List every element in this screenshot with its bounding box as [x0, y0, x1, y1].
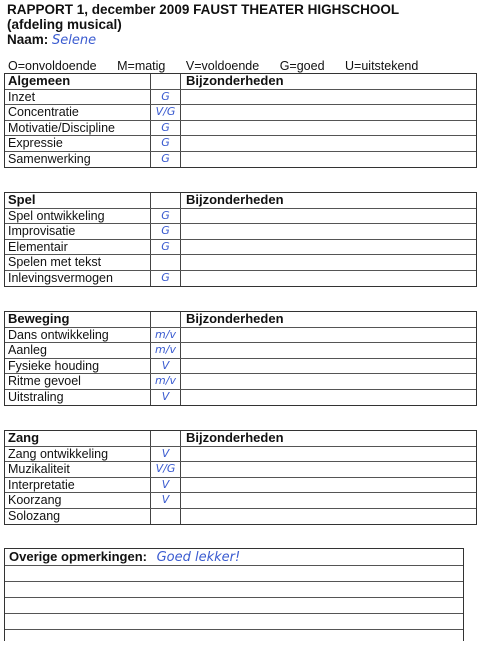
criterion-label: Dans ontwikkeling — [8, 327, 109, 342]
criterion-label: Samenwerking — [8, 151, 91, 166]
notes-cell — [180, 224, 476, 239]
table-row — [5, 208, 476, 224]
notes-cell — [180, 374, 476, 389]
section-spel — [4, 192, 477, 287]
criterion-label: Spel ontwikkeling — [8, 208, 105, 223]
notes-cell — [180, 105, 476, 120]
criterion-label: Koorzang — [8, 493, 62, 508]
name-value: Selene — [52, 33, 97, 48]
table-row — [5, 135, 476, 151]
remarks-label: Overige opmerkingen: — [9, 549, 147, 564]
grade-cell: V — [150, 478, 180, 493]
notes-header: Bijzonderheden — [180, 431, 476, 446]
notes-cell — [180, 271, 476, 286]
grade-cell: G — [150, 224, 180, 239]
grade-cell — [150, 74, 180, 89]
grade-cell: V — [150, 493, 180, 508]
name-label: Naam: — [7, 32, 49, 47]
report-header — [7, 2, 399, 48]
table-row — [5, 223, 476, 239]
notes-header: Bijzonderheden — [180, 74, 476, 89]
notes-cell — [180, 447, 476, 462]
table-row — [5, 342, 476, 358]
notes-cell — [180, 328, 476, 343]
grade-cell — [150, 312, 180, 327]
criterion-label: Fysieke houding — [8, 358, 100, 373]
section-beweging — [4, 311, 477, 406]
criterion-label: Uitstraling — [8, 389, 64, 404]
criterion-label: Ritme gevoel — [8, 374, 81, 389]
grade-cell: G — [150, 90, 180, 105]
notes-cell — [180, 478, 476, 493]
table-row — [5, 120, 476, 136]
criterion-label: Concentratie — [8, 105, 79, 120]
notes-cell — [180, 90, 476, 105]
table-row — [5, 151, 476, 167]
notes-cell — [180, 121, 476, 136]
remarks-line — [5, 629, 463, 645]
legend-item: V=voldoende — [185, 59, 260, 73]
remarks-box — [4, 548, 464, 641]
section-header — [5, 431, 476, 446]
grade-cell: G — [150, 121, 180, 136]
table-row — [5, 492, 476, 508]
criterion-label: Muzikaliteit — [8, 462, 70, 477]
notes-cell — [180, 343, 476, 358]
criterion-label: Expressie — [8, 136, 63, 151]
grade-cell: V — [150, 359, 180, 374]
table-row — [5, 373, 476, 389]
legend-item: U=uitstekend — [345, 59, 419, 73]
grade-cell: V — [150, 447, 180, 462]
notes-cell — [180, 209, 476, 224]
section-algemeen — [4, 73, 477, 168]
notes-header: Bijzonderheden — [180, 193, 476, 208]
table-row — [5, 254, 476, 270]
notes-cell — [180, 493, 476, 508]
table-row — [5, 104, 476, 120]
criterion-label: Improvisatie — [8, 224, 76, 239]
grade-cell — [150, 255, 180, 270]
grade-legend — [8, 59, 435, 73]
grade-cell — [150, 509, 180, 524]
section-title: Spel — [8, 193, 36, 207]
notes-cell — [180, 359, 476, 374]
section-header — [5, 74, 476, 89]
criterion-label: Aanleg — [8, 343, 47, 358]
notes-cell — [180, 136, 476, 151]
criterion-label: Interpretatie — [8, 477, 75, 492]
notes-cell — [180, 509, 476, 524]
section-title: Algemeen — [8, 74, 71, 88]
section-header — [5, 193, 476, 208]
criterion-label: Spelen met tekst — [8, 255, 102, 270]
criterion-label: Inlevingsvermogen — [8, 270, 113, 285]
table-row — [5, 446, 476, 462]
grade-cell: G — [150, 271, 180, 286]
legend-item: G=goed — [279, 59, 325, 73]
grade-cell: m/v — [150, 328, 180, 343]
grade-cell: G — [150, 152, 180, 167]
grade-cell: V — [150, 390, 180, 405]
grade-cell: V/G — [150, 462, 180, 477]
grade-cell: m/v — [150, 374, 180, 389]
notes-cell — [180, 390, 476, 405]
notes-cell — [180, 462, 476, 477]
section-title: Beweging — [8, 312, 70, 326]
remarks-line — [5, 565, 463, 581]
notes-cell — [180, 240, 476, 255]
criterion-label: Zang ontwikkeling — [8, 446, 109, 461]
report-subtitle: (afdeling musical) — [7, 17, 122, 32]
table-row — [5, 327, 476, 343]
table-row — [5, 358, 476, 374]
table-row — [5, 508, 476, 524]
notes-cell — [180, 152, 476, 167]
remarks-line — [5, 597, 463, 613]
table-row — [5, 270, 476, 286]
criterion-label: Solozang — [8, 508, 61, 523]
grade-cell — [150, 193, 180, 208]
criterion-label: Inzet — [8, 89, 36, 104]
table-row — [5, 89, 476, 105]
grade-cell — [150, 431, 180, 446]
criterion-label: Motivatie/Discipline — [8, 120, 115, 135]
grade-cell: G — [150, 136, 180, 151]
grade-cell: V/G — [150, 105, 180, 120]
grade-cell: m/v — [150, 343, 180, 358]
grade-cell: G — [150, 209, 180, 224]
remarks-line — [5, 581, 463, 597]
section-title: Zang — [8, 431, 40, 445]
remarks-value: Goed lekker! — [156, 550, 241, 565]
section-header — [5, 312, 476, 327]
section-zang — [4, 430, 477, 525]
table-row — [5, 389, 476, 405]
notes-cell — [180, 255, 476, 270]
name-row — [7, 32, 399, 48]
table-row — [5, 477, 476, 493]
legend-item: O=onvoldoende — [8, 59, 97, 73]
legend-item: M=matig — [117, 59, 166, 73]
report-title: RAPPORT 1, december 2009 FAUST THEATER HIGHSCHOOL — [7, 2, 400, 17]
table-row — [5, 461, 476, 477]
remarks-header — [5, 549, 463, 565]
table-row — [5, 239, 476, 255]
grade-cell: G — [150, 240, 180, 255]
criterion-label: Elementair — [8, 239, 68, 254]
remarks-line — [5, 613, 463, 629]
notes-header: Bijzonderheden — [180, 312, 476, 327]
